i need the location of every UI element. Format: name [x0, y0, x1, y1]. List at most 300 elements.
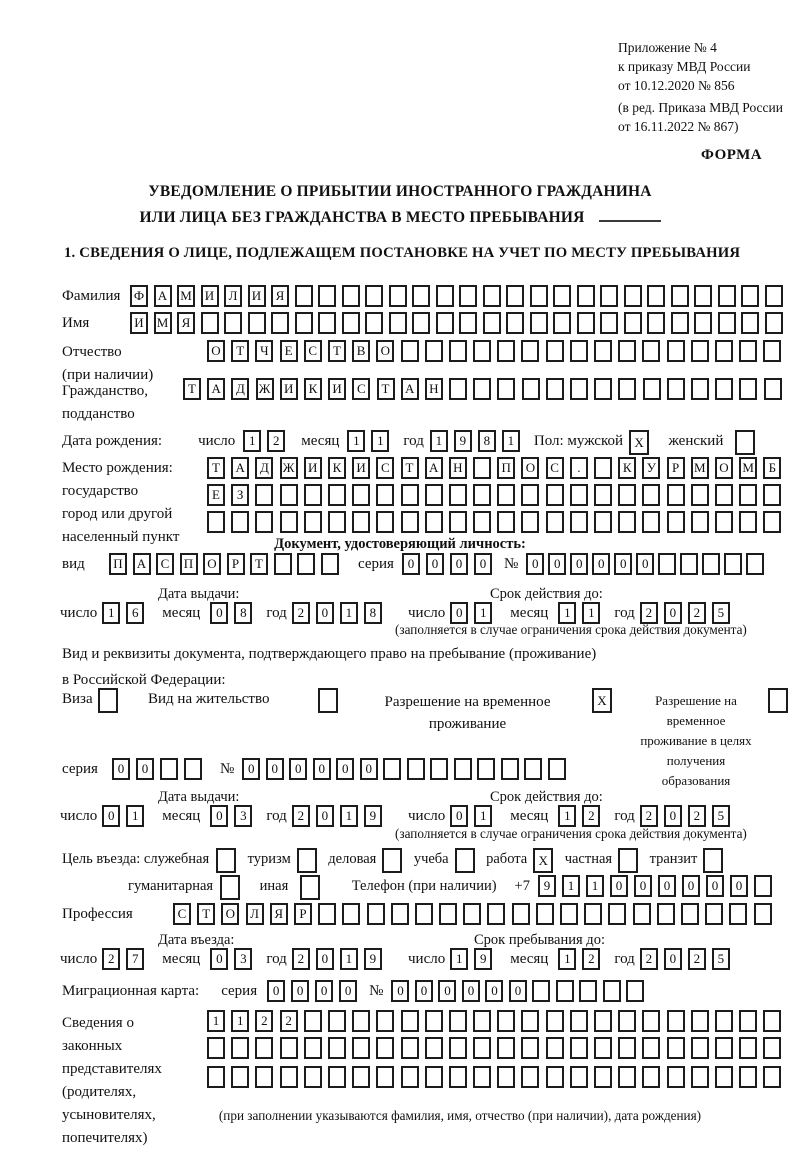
char-cell[interactable]: [618, 484, 636, 506]
residence-issue-month-cells[interactable]: [210, 805, 258, 827]
char-cell[interactable]: [473, 340, 491, 362]
char-cell[interactable]: 3: [234, 948, 252, 970]
char-cell[interactable]: [280, 1037, 298, 1059]
char-cell[interactable]: [739, 378, 757, 400]
char-cell[interactable]: [401, 511, 419, 533]
char-cell[interactable]: 9: [538, 875, 556, 897]
char-cell[interactable]: 0: [112, 758, 130, 780]
char-cell[interactable]: [318, 903, 336, 925]
char-cell[interactable]: 0: [706, 875, 724, 897]
char-cell[interactable]: 0: [634, 875, 652, 897]
char-cell[interactable]: 0: [450, 805, 468, 827]
char-cell[interactable]: Т: [207, 457, 225, 479]
char-cell[interactable]: [647, 312, 665, 334]
char-cell[interactable]: [763, 1010, 781, 1032]
legal-reps-cells-3[interactable]: [207, 1066, 788, 1088]
char-cell[interactable]: [594, 511, 612, 533]
char-cell[interactable]: [497, 1066, 515, 1088]
char-cell[interactable]: [318, 312, 336, 334]
char-cell[interactable]: [376, 1066, 394, 1088]
migration-series-cells[interactable]: [267, 980, 363, 1002]
legal-reps-cells-2[interactable]: [207, 1037, 788, 1059]
phone-cells[interactable]: [538, 875, 778, 897]
char-cell[interactable]: Т: [401, 457, 419, 479]
char-cell[interactable]: [497, 484, 515, 506]
surname-cells[interactable]: [130, 285, 788, 307]
char-cell[interactable]: 8: [234, 602, 252, 624]
char-cell[interactable]: [521, 340, 539, 362]
char-cell[interactable]: И: [248, 285, 266, 307]
residence-expiry-month-cells[interactable]: [558, 805, 606, 827]
char-cell[interactable]: С: [173, 903, 191, 925]
char-cell[interactable]: П: [180, 553, 198, 575]
char-cell[interactable]: [647, 285, 665, 307]
passport-expiry-year-cells[interactable]: [640, 602, 736, 624]
char-cell[interactable]: X: [592, 688, 612, 713]
char-cell[interactable]: [532, 980, 550, 1002]
char-cell[interactable]: [449, 511, 467, 533]
char-cell[interactable]: 0: [415, 980, 433, 1002]
char-cell[interactable]: [207, 1037, 225, 1059]
char-cell[interactable]: 0: [526, 553, 544, 575]
char-cell[interactable]: Ж: [280, 457, 298, 479]
char-cell[interactable]: 0: [336, 758, 354, 780]
char-cell[interactable]: О: [203, 553, 221, 575]
purpose-official-checkbox[interactable]: [216, 848, 242, 873]
char-cell[interactable]: 0: [102, 805, 120, 827]
char-cell[interactable]: М: [177, 285, 195, 307]
char-cell[interactable]: К: [618, 457, 636, 479]
passport-issue-day-cells[interactable]: [102, 602, 150, 624]
char-cell[interactable]: Т: [250, 553, 268, 575]
char-cell[interactable]: [594, 1066, 612, 1088]
char-cell[interactable]: 5: [712, 948, 730, 970]
char-cell[interactable]: [506, 285, 524, 307]
char-cell[interactable]: Л: [224, 285, 242, 307]
char-cell[interactable]: [300, 875, 320, 900]
char-cell[interactable]: Е: [207, 484, 225, 506]
char-cell[interactable]: Я: [271, 285, 289, 307]
char-cell[interactable]: [691, 1037, 709, 1059]
char-cell[interactable]: Е: [280, 340, 298, 362]
char-cell[interactable]: [401, 484, 419, 506]
char-cell[interactable]: [633, 903, 651, 925]
char-cell[interactable]: [703, 848, 723, 873]
char-cell[interactable]: [425, 340, 443, 362]
char-cell[interactable]: [521, 1010, 539, 1032]
char-cell[interactable]: [473, 1066, 491, 1088]
char-cell[interactable]: [389, 285, 407, 307]
char-cell[interactable]: [594, 1037, 612, 1059]
char-cell[interactable]: [522, 378, 540, 400]
entry-month-cells[interactable]: [210, 948, 258, 970]
char-cell[interactable]: 0: [438, 980, 456, 1002]
char-cell[interactable]: [594, 484, 612, 506]
char-cell[interactable]: [618, 848, 638, 873]
char-cell[interactable]: [497, 1037, 515, 1059]
char-cell[interactable]: [449, 340, 467, 362]
char-cell[interactable]: [412, 285, 430, 307]
char-cell[interactable]: [715, 484, 733, 506]
char-cell[interactable]: А: [425, 457, 443, 479]
char-cell[interactable]: [255, 484, 273, 506]
char-cell[interactable]: [618, 340, 636, 362]
char-cell[interactable]: А: [207, 378, 225, 400]
char-cell[interactable]: [280, 484, 298, 506]
char-cell[interactable]: 5: [712, 602, 730, 624]
char-cell[interactable]: [667, 1010, 685, 1032]
residence-expiry-year-cells[interactable]: [640, 805, 736, 827]
char-cell[interactable]: 2: [688, 948, 706, 970]
char-cell[interactable]: 9: [474, 948, 492, 970]
char-cell[interactable]: 8: [364, 602, 382, 624]
char-cell[interactable]: [376, 484, 394, 506]
char-cell[interactable]: [297, 848, 317, 873]
char-cell[interactable]: [556, 980, 574, 1002]
char-cell[interactable]: [455, 848, 475, 873]
char-cell[interactable]: Л: [246, 903, 264, 925]
char-cell[interactable]: [553, 312, 571, 334]
char-cell[interactable]: [579, 980, 597, 1002]
char-cell[interactable]: [765, 312, 783, 334]
char-cell[interactable]: [618, 511, 636, 533]
char-cell[interactable]: [553, 285, 571, 307]
char-cell[interactable]: [512, 903, 530, 925]
char-cell[interactable]: [763, 340, 781, 362]
char-cell[interactable]: [763, 484, 781, 506]
char-cell[interactable]: 2: [292, 805, 310, 827]
char-cell[interactable]: 1: [562, 875, 580, 897]
char-cell[interactable]: [255, 511, 273, 533]
char-cell[interactable]: [401, 1037, 419, 1059]
char-cell[interactable]: 0: [610, 875, 628, 897]
birth-place-cells-3[interactable]: [207, 511, 788, 533]
char-cell[interactable]: .: [570, 457, 588, 479]
char-cell[interactable]: [483, 285, 501, 307]
char-cell[interactable]: 1: [582, 602, 600, 624]
char-cell[interactable]: [530, 285, 548, 307]
char-cell[interactable]: [600, 285, 618, 307]
char-cell[interactable]: [401, 340, 419, 362]
char-cell[interactable]: [401, 1066, 419, 1088]
char-cell[interactable]: [521, 511, 539, 533]
char-cell[interactable]: [570, 511, 588, 533]
doc-number-cells[interactable]: [526, 553, 768, 575]
char-cell[interactable]: 0: [313, 758, 331, 780]
char-cell[interactable]: [297, 553, 315, 575]
char-cell[interactable]: [342, 312, 360, 334]
char-cell[interactable]: [367, 903, 385, 925]
char-cell[interactable]: [304, 1066, 322, 1088]
char-cell[interactable]: [328, 1010, 346, 1032]
char-cell[interactable]: [524, 758, 542, 780]
char-cell[interactable]: [754, 875, 772, 897]
char-cell[interactable]: [642, 1066, 660, 1088]
char-cell[interactable]: 2: [582, 805, 600, 827]
char-cell[interactable]: [231, 1066, 249, 1088]
char-cell[interactable]: [352, 484, 370, 506]
char-cell[interactable]: [763, 1037, 781, 1059]
char-cell[interactable]: 0: [664, 602, 682, 624]
char-cell[interactable]: 2: [688, 602, 706, 624]
char-cell[interactable]: [376, 1010, 394, 1032]
char-cell[interactable]: 0: [210, 602, 228, 624]
char-cell[interactable]: 8: [478, 430, 496, 452]
char-cell[interactable]: [224, 312, 242, 334]
char-cell[interactable]: [691, 511, 709, 533]
char-cell[interactable]: [764, 378, 782, 400]
char-cell[interactable]: [739, 1066, 757, 1088]
char-cell[interactable]: [328, 484, 346, 506]
char-cell[interactable]: [201, 312, 219, 334]
char-cell[interactable]: М: [691, 457, 709, 479]
stay-day-cells[interactable]: [450, 948, 498, 970]
char-cell[interactable]: 1: [347, 430, 365, 452]
char-cell[interactable]: [255, 1037, 273, 1059]
char-cell[interactable]: [295, 285, 313, 307]
char-cell[interactable]: [160, 758, 178, 780]
char-cell[interactable]: [657, 903, 675, 925]
char-cell[interactable]: [487, 903, 505, 925]
purpose-business-checkbox[interactable]: [382, 848, 408, 873]
char-cell[interactable]: [702, 553, 720, 575]
char-cell[interactable]: 1: [558, 948, 576, 970]
char-cell[interactable]: [681, 903, 699, 925]
char-cell[interactable]: Т: [183, 378, 201, 400]
char-cell[interactable]: [477, 758, 495, 780]
char-cell[interactable]: [304, 511, 322, 533]
char-cell[interactable]: С: [546, 457, 564, 479]
char-cell[interactable]: 0: [682, 875, 700, 897]
char-cell[interactable]: [407, 758, 425, 780]
char-cell[interactable]: 2: [292, 948, 310, 970]
char-cell[interactable]: [216, 848, 236, 873]
char-cell[interactable]: С: [304, 340, 322, 362]
char-cell[interactable]: [624, 285, 642, 307]
char-cell[interactable]: [376, 511, 394, 533]
doc-series-cells[interactable]: [402, 553, 498, 575]
char-cell[interactable]: [643, 378, 661, 400]
char-cell[interactable]: 1: [502, 430, 520, 452]
char-cell[interactable]: 9: [364, 805, 382, 827]
char-cell[interactable]: И: [280, 378, 298, 400]
char-cell[interactable]: 1: [430, 430, 448, 452]
char-cell[interactable]: 1: [126, 805, 144, 827]
char-cell[interactable]: [304, 1037, 322, 1059]
char-cell[interactable]: 0: [266, 758, 284, 780]
char-cell[interactable]: А: [401, 378, 419, 400]
char-cell[interactable]: [715, 511, 733, 533]
char-cell[interactable]: [449, 484, 467, 506]
char-cell[interactable]: [248, 312, 266, 334]
char-cell[interactable]: [255, 1066, 273, 1088]
char-cell[interactable]: [718, 312, 736, 334]
birth-place-cells-1[interactable]: [207, 457, 788, 479]
char-cell[interactable]: 0: [450, 602, 468, 624]
char-cell[interactable]: 1: [474, 602, 492, 624]
char-cell[interactable]: Н: [449, 457, 467, 479]
char-cell[interactable]: 0: [316, 805, 334, 827]
char-cell[interactable]: Б: [763, 457, 781, 479]
char-cell[interactable]: 1: [558, 805, 576, 827]
char-cell[interactable]: [741, 285, 759, 307]
char-cell[interactable]: [594, 457, 612, 479]
char-cell[interactable]: 0: [316, 948, 334, 970]
temp-residence-checkbox[interactable]: [592, 688, 618, 713]
char-cell[interactable]: [741, 312, 759, 334]
visa-checkbox[interactable]: [98, 688, 124, 713]
char-cell[interactable]: [184, 758, 202, 780]
char-cell[interactable]: Я: [177, 312, 195, 334]
char-cell[interactable]: [667, 1037, 685, 1059]
char-cell[interactable]: А: [133, 553, 151, 575]
char-cell[interactable]: 2: [640, 805, 658, 827]
passport-expiry-month-cells[interactable]: [558, 602, 606, 624]
char-cell[interactable]: [618, 378, 636, 400]
char-cell[interactable]: [608, 903, 626, 925]
char-cell[interactable]: [231, 1037, 249, 1059]
char-cell[interactable]: 0: [462, 980, 480, 1002]
char-cell[interactable]: 1: [102, 602, 120, 624]
char-cell[interactable]: [691, 484, 709, 506]
birth-place-cells-2[interactable]: [207, 484, 788, 506]
char-cell[interactable]: [352, 1010, 370, 1032]
char-cell[interactable]: [497, 340, 515, 362]
char-cell[interactable]: К: [328, 457, 346, 479]
residence-expiry-day-cells[interactable]: [450, 805, 498, 827]
char-cell[interactable]: [546, 340, 564, 362]
char-cell[interactable]: С: [352, 378, 370, 400]
char-cell[interactable]: 1: [340, 805, 358, 827]
char-cell[interactable]: [667, 378, 685, 400]
passport-expiry-day-cells[interactable]: [450, 602, 498, 624]
char-cell[interactable]: [473, 484, 491, 506]
char-cell[interactable]: 1: [586, 875, 604, 897]
char-cell[interactable]: Ф: [130, 285, 148, 307]
char-cell[interactable]: 0: [316, 602, 334, 624]
char-cell[interactable]: [594, 1010, 612, 1032]
char-cell[interactable]: 1: [450, 948, 468, 970]
char-cell[interactable]: 0: [210, 805, 228, 827]
char-cell[interactable]: [577, 312, 595, 334]
char-cell[interactable]: Р: [667, 457, 685, 479]
char-cell[interactable]: Т: [328, 340, 346, 362]
char-cell[interactable]: [715, 1066, 733, 1088]
char-cell[interactable]: [763, 511, 781, 533]
char-cell[interactable]: 0: [730, 875, 748, 897]
char-cell[interactable]: [321, 553, 339, 575]
stay-month-cells[interactable]: [558, 948, 606, 970]
char-cell[interactable]: [318, 688, 338, 713]
char-cell[interactable]: П: [109, 553, 127, 575]
char-cell[interactable]: 0: [267, 980, 285, 1002]
char-cell[interactable]: 2: [267, 430, 285, 452]
profession-cells[interactable]: [173, 903, 778, 925]
stay-year-cells[interactable]: [640, 948, 736, 970]
char-cell[interactable]: [671, 285, 689, 307]
char-cell[interactable]: [754, 903, 772, 925]
purpose-private-checkbox[interactable]: [618, 848, 644, 873]
char-cell[interactable]: [642, 484, 660, 506]
char-cell[interactable]: З: [231, 484, 249, 506]
char-cell[interactable]: [436, 312, 454, 334]
char-cell[interactable]: [506, 312, 524, 334]
char-cell[interactable]: [473, 1010, 491, 1032]
char-cell[interactable]: [691, 1010, 709, 1032]
char-cell[interactable]: 0: [391, 980, 409, 1002]
char-cell[interactable]: [425, 484, 443, 506]
char-cell[interactable]: [680, 553, 698, 575]
char-cell[interactable]: [618, 1010, 636, 1032]
char-cell[interactable]: [577, 285, 595, 307]
char-cell[interactable]: [546, 484, 564, 506]
char-cell[interactable]: [624, 312, 642, 334]
char-cell[interactable]: [739, 484, 757, 506]
char-cell[interactable]: [671, 312, 689, 334]
passport-issue-year-cells[interactable]: [292, 602, 388, 624]
residence-number-cells[interactable]: [242, 758, 571, 780]
char-cell[interactable]: [501, 758, 519, 780]
char-cell[interactable]: [328, 1066, 346, 1088]
char-cell[interactable]: [546, 378, 564, 400]
char-cell[interactable]: 9: [454, 430, 472, 452]
char-cell[interactable]: 1: [243, 430, 261, 452]
char-cell[interactable]: 6: [126, 602, 144, 624]
char-cell[interactable]: [768, 688, 788, 713]
char-cell[interactable]: О: [521, 457, 539, 479]
char-cell[interactable]: [570, 378, 588, 400]
char-cell[interactable]: [328, 511, 346, 533]
char-cell[interactable]: [618, 1066, 636, 1088]
char-cell[interactable]: 0: [664, 805, 682, 827]
char-cell[interactable]: О: [207, 340, 225, 362]
char-cell[interactable]: [667, 511, 685, 533]
char-cell[interactable]: [342, 285, 360, 307]
char-cell[interactable]: [618, 1037, 636, 1059]
purpose-tourism-checkbox[interactable]: [297, 848, 323, 873]
char-cell[interactable]: [735, 430, 755, 455]
sex-female-checkbox[interactable]: [735, 430, 761, 455]
char-cell[interactable]: 2: [255, 1010, 273, 1032]
purpose-work-checkbox[interactable]: [533, 848, 559, 873]
char-cell[interactable]: Ж: [256, 378, 274, 400]
char-cell[interactable]: М: [154, 312, 172, 334]
char-cell[interactable]: 2: [640, 602, 658, 624]
purpose-humanitarian-checkbox[interactable]: [220, 875, 246, 900]
char-cell[interactable]: [352, 1066, 370, 1088]
char-cell[interactable]: [546, 511, 564, 533]
char-cell[interactable]: [763, 1066, 781, 1088]
char-cell[interactable]: [497, 511, 515, 533]
char-cell[interactable]: [642, 340, 660, 362]
char-cell[interactable]: [483, 312, 501, 334]
char-cell[interactable]: [765, 285, 783, 307]
char-cell[interactable]: [473, 1037, 491, 1059]
char-cell[interactable]: 0: [485, 980, 503, 1002]
char-cell[interactable]: [570, 1037, 588, 1059]
char-cell[interactable]: 1: [371, 430, 389, 452]
entry-year-cells[interactable]: [292, 948, 388, 970]
char-cell[interactable]: [473, 457, 491, 479]
char-cell[interactable]: [746, 553, 764, 575]
char-cell[interactable]: [667, 484, 685, 506]
char-cell[interactable]: [600, 312, 618, 334]
char-cell[interactable]: [425, 511, 443, 533]
char-cell[interactable]: 0: [339, 980, 357, 1002]
char-cell[interactable]: [328, 1037, 346, 1059]
char-cell[interactable]: [570, 1066, 588, 1088]
sex-male-checkbox[interactable]: [629, 430, 655, 455]
